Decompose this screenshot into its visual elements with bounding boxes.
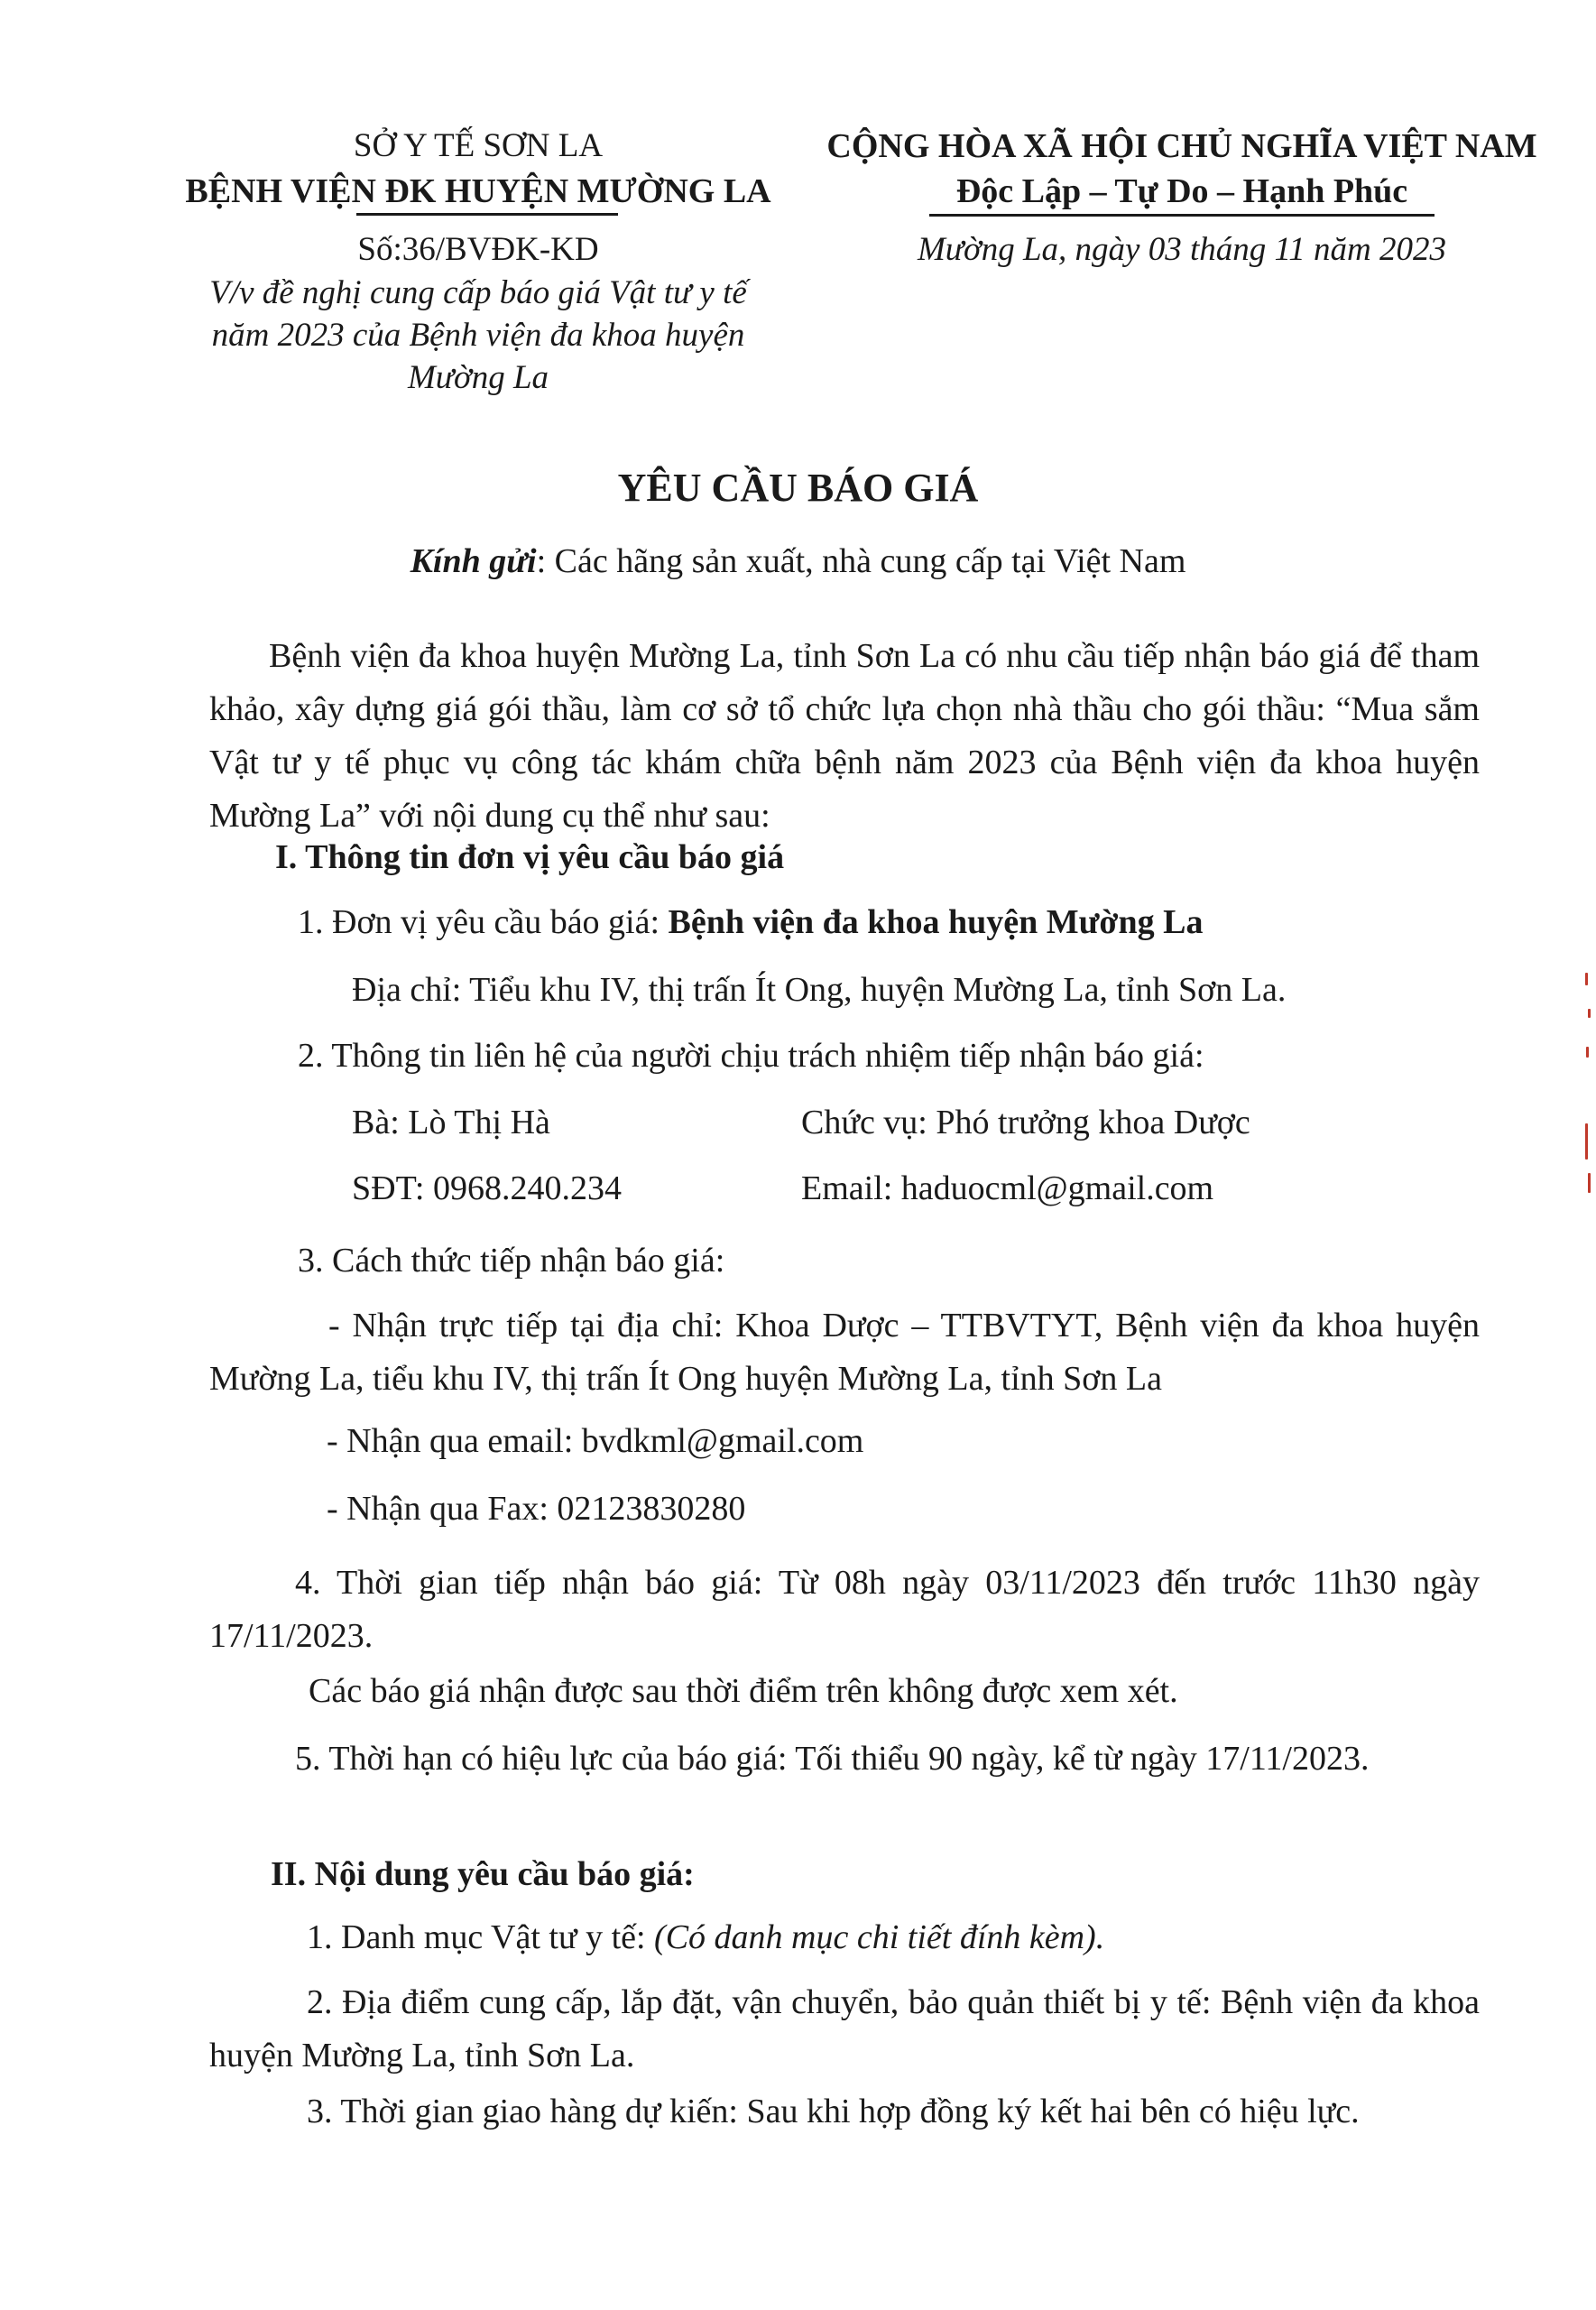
subject-line-2: năm 2023 của Bệnh viện đa khoa huyện bbox=[211, 317, 745, 354]
delivery-time: 3. Thời gian giao hàng dự kiến: Sau khi hợp đồng ký kết hai bên có hiệu lực. bbox=[307, 2093, 1360, 2130]
margin-mark bbox=[1585, 973, 1588, 985]
document-number: Số:36/BVĐK-KD bbox=[357, 231, 599, 268]
recipient-label: Kính gửi bbox=[410, 542, 537, 580]
item-list-value: (Có danh mục chi tiết đính kèm). bbox=[654, 1918, 1105, 1956]
receive-method-email: - Nhận qua email: bvdkml@gmail.com bbox=[327, 1422, 864, 1460]
agency-name: SỞ Y TẾ SƠN LA bbox=[353, 127, 604, 164]
recipient-line bbox=[0, 541, 1596, 581]
margin-mark bbox=[1586, 1047, 1589, 1058]
requester-line bbox=[298, 902, 1203, 942]
item-list-label: 1. Danh mục Vật tư y tế: bbox=[307, 1918, 655, 1956]
subject-line-1: V/v đề nghị cung cấp báo giá Vật tư y tế bbox=[209, 274, 747, 311]
margin-mark bbox=[1588, 1009, 1591, 1018]
contact-heading: 2. Thông tin liên hệ của người chịu trách nhiệm tiếp nhận báo giá: bbox=[298, 1037, 1204, 1075]
recipient-text: : Các hãng sản xuất, nhà cung cấp tại Việt Nam bbox=[536, 542, 1186, 580]
requester-address: Địa chỉ: Tiểu khu IV, thị trấn Ít Ong, huyện Mường La, tỉnh Sơn La. bbox=[352, 971, 1287, 1009]
subject-line-3: Mường La bbox=[407, 359, 549, 396]
document-title: YÊU CẦU BÁO GIÁ bbox=[617, 466, 979, 510]
national-title: CỘNG HÒA XÃ HỘI CHỦ NGHĨA VIỆT NAM bbox=[826, 127, 1537, 165]
document-date: Mường La, ngày 03 tháng 11 năm 2023 bbox=[917, 231, 1446, 268]
receive-method-fax: - Nhận qua Fax: 02123830280 bbox=[327, 1490, 746, 1528]
section-2-heading: II. Nội dung yêu cầu báo giá: bbox=[271, 1855, 695, 1893]
requester-label: 1. Đơn vị yêu cầu báo giá: bbox=[298, 903, 669, 941]
motto-underline bbox=[929, 214, 1435, 217]
contact-phone: SĐT: 0968.240.234 bbox=[352, 1169, 622, 1207]
hospital-name: BỆNH VIỆN ĐK HUYỆN MƯỜNG LA bbox=[185, 172, 771, 210]
hospital-underline bbox=[356, 213, 618, 216]
requester-value: Bệnh viện đa khoa huyện Mường La bbox=[668, 903, 1204, 941]
national-motto: Độc Lập – Tự Do – Hạnh Phúc bbox=[955, 172, 1408, 210]
margin-mark bbox=[1588, 1173, 1591, 1193]
intro-paragraph: Bệnh viện đa khoa huyện Mường La, tỉnh Sơn La có nhu cầu tiếp nhận báo giá để tham khảo, xây dựng giá gói thầu, làm cơ sở tổ chức lựa chọn nhà thầu cho gói thầu: “Mua sắm Vật tư y tế phục vụ công tác khám chữa bệnh năm 2023 của Bệnh viện đa khoa huyện Mường La” với nội dung cụ thể như sau: bbox=[209, 637, 1480, 835]
delivery-location: 2. Địa điểm cung cấp, lắp đặt, vận chuyển, bảo quản thiết bị y tế: Bệnh viện đa khoa huyện Mường La, tỉnh Sơn La. bbox=[209, 1983, 1480, 2074]
receive-time-note: Các báo giá nhận được sau thời điểm trên không được xem xét. bbox=[309, 1672, 1178, 1710]
section-1-heading: I. Thông tin đơn vị yêu cầu báo giá bbox=[275, 838, 785, 876]
contact-position: Chức vụ: Phó trưởng khoa Dược bbox=[801, 1104, 1250, 1141]
contact-name: Bà: Lò Thị Hà bbox=[352, 1104, 550, 1141]
contact-email: Email: haduocml@gmail.com bbox=[801, 1169, 1214, 1207]
quote-validity: 5. Thời hạn có hiệu lực của báo giá: Tối thiểu 90 ngày, kể từ ngày 17/11/2023. bbox=[295, 1740, 1370, 1778]
margin-mark bbox=[1585, 1123, 1588, 1160]
receive-method-heading: 3. Cách thức tiếp nhận báo giá: bbox=[298, 1242, 725, 1280]
item-list-line bbox=[307, 1917, 1104, 1957]
receive-method-direct: - Nhận trực tiếp tại địa chỉ: Khoa Dược – TTBVTYT, Bệnh viện đa khoa huyện Mường La, tiểu khu IV, thị trấn Ít Ong huyện Mường La, tỉnh Sơn La bbox=[209, 1307, 1480, 1398]
receive-time: 4. Thời gian tiếp nhận báo giá: Từ 08h ngày 03/11/2023 đến trước 11h30 ngày 17/11/2023. bbox=[209, 1564, 1480, 1655]
